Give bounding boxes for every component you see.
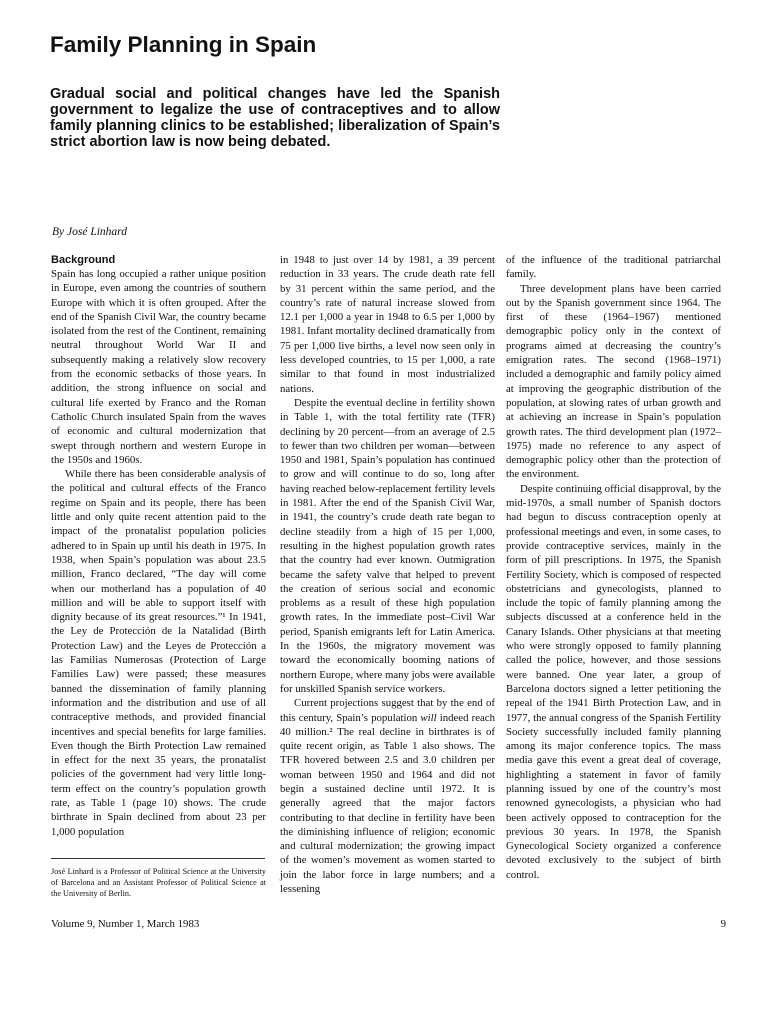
author-footnote: José Linhard is a Professor of Political Science at the University of Barcelona and an Assistant Professor of Political Science at the University of Berlin. [51,867,266,898]
footnote-divider [51,858,265,859]
column-3 [506,253,721,903]
byline: By José Linhard [52,226,127,238]
column-1 [51,253,266,853]
section-heading: Background [51,254,116,266]
emphasis: will [420,711,437,724]
article-deck: Gradual social and political changes have led the Spanish government to legalize the use of contraceptives and to allow family planning clinics to be established; liberalization of Spain’s strict abortion law is now being debated. [50,86,500,150]
paragraph [280,696,495,896]
column-2 [280,253,495,901]
paragraph: Spain has long occupied a rather unique position in Europe, even among the countries of southern Europe with which it is often grouped. After the end of the Spanish Civil War, the country became isolated from the rest of the Continent, remaining neutral throughout World War II and subsequently making a relatively slow recovery from the economic setbacks of those years. In addition, the strong influence on social and cultural life exerted by Franco and the Roman Catholic Church insulated Spain from the waves of economic and cultural modernization that swept through northern and western Europe in the 1950s and 1960s. [51,268,266,466]
paragraph: of the influence of the traditional patriarchal family. [506,254,721,281]
article-title: Family Planning in Spain [50,32,317,57]
paragraph: Despite the eventual decline in fertility shown in Table 1, with the total fertility rate (TFR) declining by 20 percent—from an average of 2.5 to fewer than two children per woman—between 1950 and 1981, Spain’s population has continued to grow and will continue to do so, long after having reached below-replacement fertility levels in 1981. After the end of the Spanish Civil War, in 1941, the country’s crude death rate began to decline steadily from a high of 15 per 1,000, resulting in the highest population growth rates that the country had ever known. Outmigration became the safety valve that helped to prevent the creation of serious social and economic problems as a result of these high population growth rates. In the immediate post–Civil War period, Spanish emigrants left for Latin America. In the 1960s, the migratory movement was toward the economically booming nations of northern Europe, where many jobs were available for unskilled Spanish service workers. [280,396,495,695]
paragraph: Three development plans have been carried out by the Spanish government since 1964. The first of these (1964–1967) mentioned demographic policy only in the context of programs aimed at decreasing the country’s emigration rates. The second (1968–1971) included a demographic and family policy aimed at improving the geographic distribution of the population, at slowing rates of urban growth and at achieving an increase in Spain’s population growth rates. The third development plan (1972–1975) made no reference to any aspect of demographic policy other than the protection of the environment. [506,282,721,481]
paragraph: While there has been considerable analysis of the political and cultural effects of the Franco regime on Spain and its people, there has been little and only quite recent attention paid to the impact of the pronatalist population policies adhered to in Spain up until his death in 1975. In 1938, when Spain’s population was about 23.5 million, Franco declared, “The day will come when our motherland has a population of 40 million and will be able to support itself with dignity because of its great resources.”¹ In 1941, the Ley de Protección de la Natalidad (Birth Protection Law) and the Leyes de Protección a las Familias Numerosas (Protection of Large Families Law) were passed; these measures banned the dissemination of family planning information and the distribution and use of all contraceptive methods, and provided financial incentives and special benefits for large families. Even though the Birth Protection Law remained in effect for the next 35 years, the pronatalist policies of the government had very little long-term effect on the country’s population growth rate, as Table 1 (page 10) shows. The crude birthrate in Spain declined from about 23 per 1,000 population [51,468,266,838]
page-number: 9 [720,918,726,930]
paragraph: in 1948 to just over 14 by 1981, a 39 percent reduction in 33 years. The crude death rate fell by 31 percent within the same period, and the country’s rate of natural increase slowed from 12.1 per 1,000 a year in 1948 to 6.5 per 1,000 by 1981. Infant mortality declined dramatically from 75 per 1,000 live births, a level now seen only in less developed countries, to 15 per 1,000, a rate similar to that found in most industrialized nations. [280,254,495,395]
text-run: Current projections suggest that by the end of this century, Spain’s population [280,697,495,724]
paragraph: Despite continuing official disapproval, by the mid-1970s, a small number of Spanish doctors had begun to discuss contraception openly at professional meetings and even, in some cases, to provide contraceptive services, mainly in the form of pill prescriptions. In 1975, the Spanish Fertility Society, which is composed of respected obstetricians and gynecologists, planned to include the topic of family planning among the subjects discussed at a conference held in the Canary Islands. Other physicians at that meeting who were strongly opposed to family planning called the police, however, and those sessions were banned. One year later, a group of Barcelona doctors signed a letter petitioning the repeal of the 1941 Birth Protection Law, and in 1977, the annual congress of the Spanish Fertility Society successfully included family planning among its major conference topics. The mass media gave this event a great deal of coverage, highlighting a statement in favor of family planning issued by one of the country’s most renowned gynecologists, a physician who had been actively opposed to contraception for the previous 30 years. In 1978, the Spanish Gynecological Society organized a conference devoted exclusively to the subject of birth control. [506,482,721,881]
text-run: indeed reach 40 million.² The real decline in birthrates is of quite recent origin, as Table 1 also shows. The TFR hovered between 2.5 and 3.0 children per woman between 1950 and 1964 and did not begin a sustained decline until 1972. It is generally agreed that the major factors contributing to that decline in fertility have been the diminishing influence of religion; economic and cultural modernization; the growing impact of the women’s movement as women started to join the labor force in large numbers; and a lessening [280,711,495,896]
issue-info: Volume 9, Number 1, March 1983 [51,918,200,930]
